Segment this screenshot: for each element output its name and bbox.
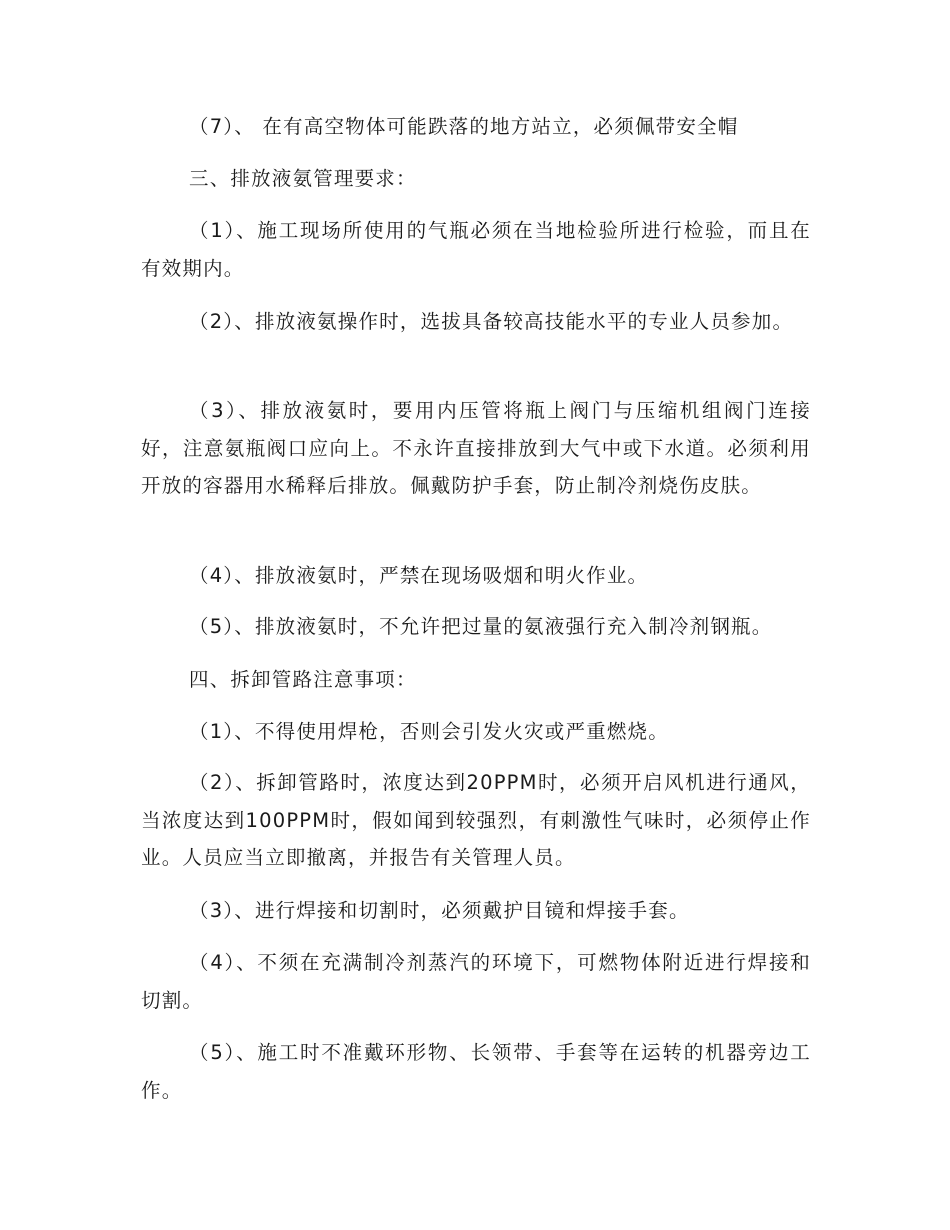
paragraph-4-3: （3）、进行焊接和切割时，必须戴护目镜和焊接手套。 <box>189 899 690 922</box>
paragraph-4-4: （4）、不须在充满制冷剂蒸汽的环境下，可燃物体附近进行焊接和切割。 <box>141 951 811 1012</box>
paragraph-item-7-helmet: （7）、 在有高空物体可能跌落的地方站立，必须佩带安全帽 <box>189 115 739 138</box>
paragraph-4-5: （5）、施工时不准戴环形物、长领带、手套等在运转的机器旁边工作。 <box>141 1041 811 1102</box>
section-heading-4: 四、拆卸管路注意事项： <box>189 668 417 691</box>
paragraph-3-5: （5）、排放液氨时，不允许把过量的氨液强行充入制冷剂钢瓶。 <box>189 615 773 638</box>
paragraph-3-4: （4）、排放液氨时，严禁在现场吸烟和明火作业。 <box>189 564 649 587</box>
section-heading-3: 三、排放液氨管理要求： <box>189 167 417 190</box>
paragraph-3-3: （3）、排放液氨时，要用内压管将瓶上阀门与压缩机组阀门连接好，注意氨瓶阀口应向上。不永许直接排放到大气中或下水道。必须利用开放的容器用水稀释后排放。佩戴防护手套，防止制冷剂烧伤皮肤。 <box>141 399 811 497</box>
paragraph-3-2: （2）、排放液氨操作时，选拔具备较高技能水平的专业人员参加。 <box>189 310 794 333</box>
paragraph-4-2: （2）、拆卸管路时，浓度达到20PPM时，必须开启风机进行通风，当浓度达到100PPM时，假如闻到较强烈，有刺激性气味时，必须停止作业。人员应当立即撤离，并报告有关管理人员。 <box>141 771 811 869</box>
paragraph-3-1: （1）、施工现场所使用的气瓶必须在当地检验所进行检验，而且在有效期内。 <box>141 219 811 280</box>
paragraph-4-1: （1）、不得使用焊枪，否则会引发火灾或严重燃烧。 <box>189 720 669 743</box>
